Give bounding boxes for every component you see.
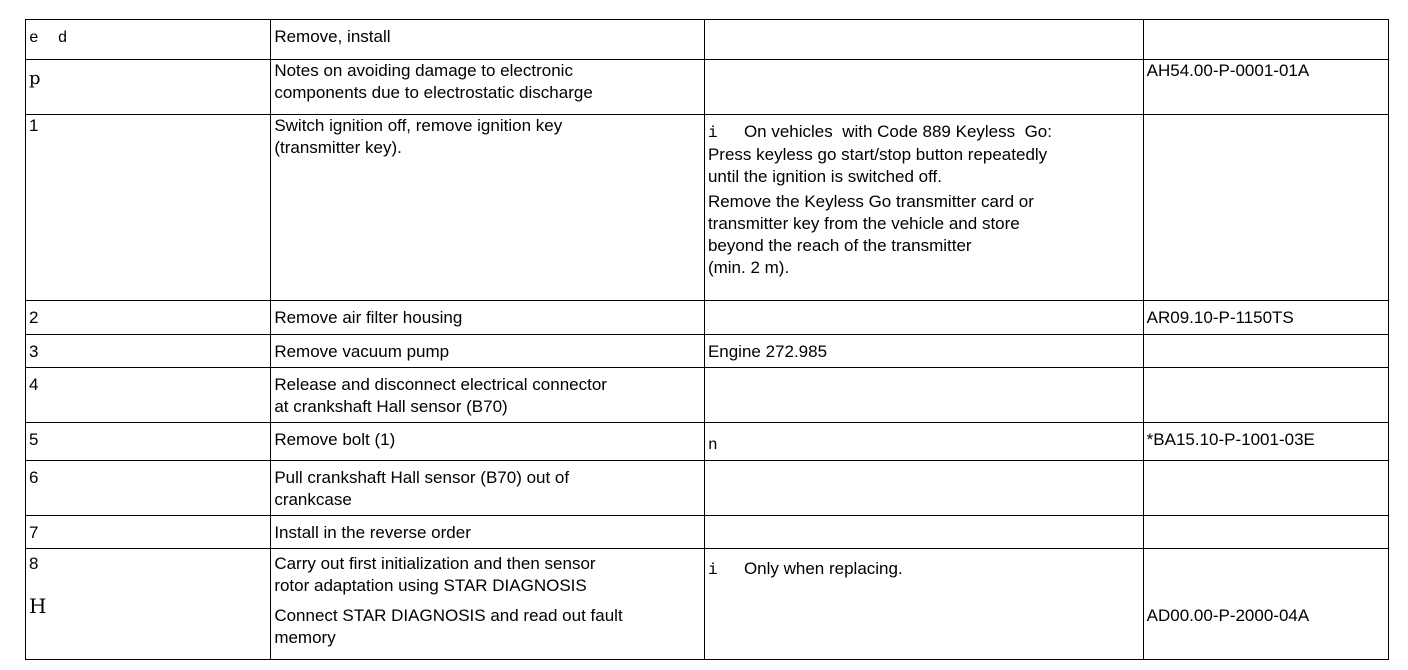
action-line: Connect STAR DIAGNOSIS and read out fault [274, 606, 623, 625]
action-line: components due to electrostatic discharge [274, 83, 593, 102]
table-row [26, 301, 1389, 335]
note-cell [704, 301, 1143, 335]
ref-cell [1143, 335, 1388, 368]
action-cell [271, 115, 705, 301]
ref-cell [1143, 423, 1388, 461]
note-line: beyond the reach of the transmitter [707, 236, 972, 255]
action-cell [271, 516, 705, 549]
step-cell [26, 335, 271, 368]
hint-symbol: H [29, 594, 47, 618]
info-icon: i [707, 124, 718, 142]
step-symbol: e d [29, 29, 68, 47]
action-line: Switch ignition off, remove ignition key [274, 116, 563, 135]
ref-cell [1143, 461, 1388, 516]
step-number: 6 [29, 468, 39, 487]
note-cell [704, 461, 1143, 516]
table-row [26, 423, 1389, 461]
ref-cell [1143, 368, 1388, 423]
table-row [26, 461, 1389, 516]
note-line: (min. 2 m). [707, 258, 790, 277]
action-text: Install in the reverse order [274, 523, 471, 542]
table-row [26, 516, 1389, 549]
ref-cell [1143, 516, 1388, 549]
note-cell [704, 115, 1143, 301]
note-line: Press keyless go start/stop button repeatedly [707, 145, 1048, 164]
action-cell [271, 423, 705, 461]
table-row [26, 335, 1389, 368]
action-line: Pull crankshaft Hall sensor (B70) out of [274, 468, 570, 487]
table-row [26, 549, 1389, 660]
step-cell [26, 549, 271, 660]
step-number: 1 [29, 116, 39, 135]
action-text: Remove vacuum pump [274, 342, 450, 361]
action-cell [271, 461, 705, 516]
action-line: Release and disconnect electrical connector [274, 375, 607, 394]
document-reference[interactable]: AR09.10-P-1150TS [1146, 308, 1294, 327]
action-text: Remove bolt (1) [274, 430, 396, 449]
step-number: 7 [29, 523, 39, 542]
action-cell [271, 549, 705, 660]
note-line: Remove the Keyless Go transmitter card or [707, 192, 1034, 211]
note-text: Only when replacing. [743, 559, 903, 578]
action-line: Notes on avoiding damage to electronic [274, 61, 573, 80]
step-cell [26, 423, 271, 461]
step-number: 4 [29, 375, 39, 394]
action-line: at crankshaft Hall sensor (B70) [274, 397, 508, 416]
step-symbol: p [29, 68, 41, 89]
note-cell [704, 549, 1143, 660]
step-cell [26, 368, 271, 423]
note-cell [704, 335, 1143, 368]
action-line: Carry out first initialization and then sensor [274, 554, 596, 573]
ref-cell [1143, 60, 1388, 115]
ref-cell [1143, 549, 1388, 660]
note-line: transmitter key from the vehicle and store [707, 214, 1020, 233]
note-line: until the ignition is switched off. [707, 167, 942, 186]
procedure-table [25, 19, 1389, 660]
action-text: Remove air filter housing [274, 308, 463, 327]
action-line: crankcase [274, 490, 352, 509]
action-cell [271, 20, 705, 60]
ref-cell [1143, 20, 1388, 60]
action-line: memory [274, 628, 336, 647]
document-reference[interactable]: AH54.00-P-0001-01A [1146, 61, 1310, 80]
step-number: 2 [29, 308, 39, 327]
ref-cell [1143, 301, 1388, 335]
info-icon: i [707, 561, 718, 579]
table-row [26, 115, 1389, 301]
note-cell [704, 368, 1143, 423]
action-cell [271, 368, 705, 423]
note-cell [704, 516, 1143, 549]
step-cell [26, 301, 271, 335]
table-row [26, 20, 1389, 60]
note-symbol-icon: n [707, 436, 718, 454]
step-cell [26, 60, 271, 115]
table-row [26, 60, 1389, 115]
action-cell [271, 60, 705, 115]
step-number: 8 [29, 554, 39, 573]
action-line: rotor adaptation using STAR DIAGNOSIS [274, 576, 587, 595]
document-reference[interactable]: AD00.00-P-2000-04A [1146, 606, 1310, 625]
step-cell [26, 20, 271, 60]
note-cell [704, 20, 1143, 60]
action-cell [271, 335, 705, 368]
action-line: (transmitter key). [274, 138, 402, 157]
document-reference[interactable]: *BA15.10-P-1001-03E [1146, 430, 1315, 449]
ref-cell [1143, 115, 1388, 301]
note-cell [704, 60, 1143, 115]
action-text: Remove, install [274, 27, 391, 46]
step-cell [26, 516, 271, 549]
note-text: Engine 272.985 [707, 342, 828, 361]
note-line: On vehicles with Code 889 Keyless Go: [743, 122, 1052, 141]
step-number: 3 [29, 342, 39, 361]
step-cell [26, 461, 271, 516]
step-cell [26, 115, 271, 301]
action-cell [271, 301, 705, 335]
note-cell [704, 423, 1143, 461]
table-row [26, 368, 1389, 423]
step-number: 5 [29, 430, 39, 449]
